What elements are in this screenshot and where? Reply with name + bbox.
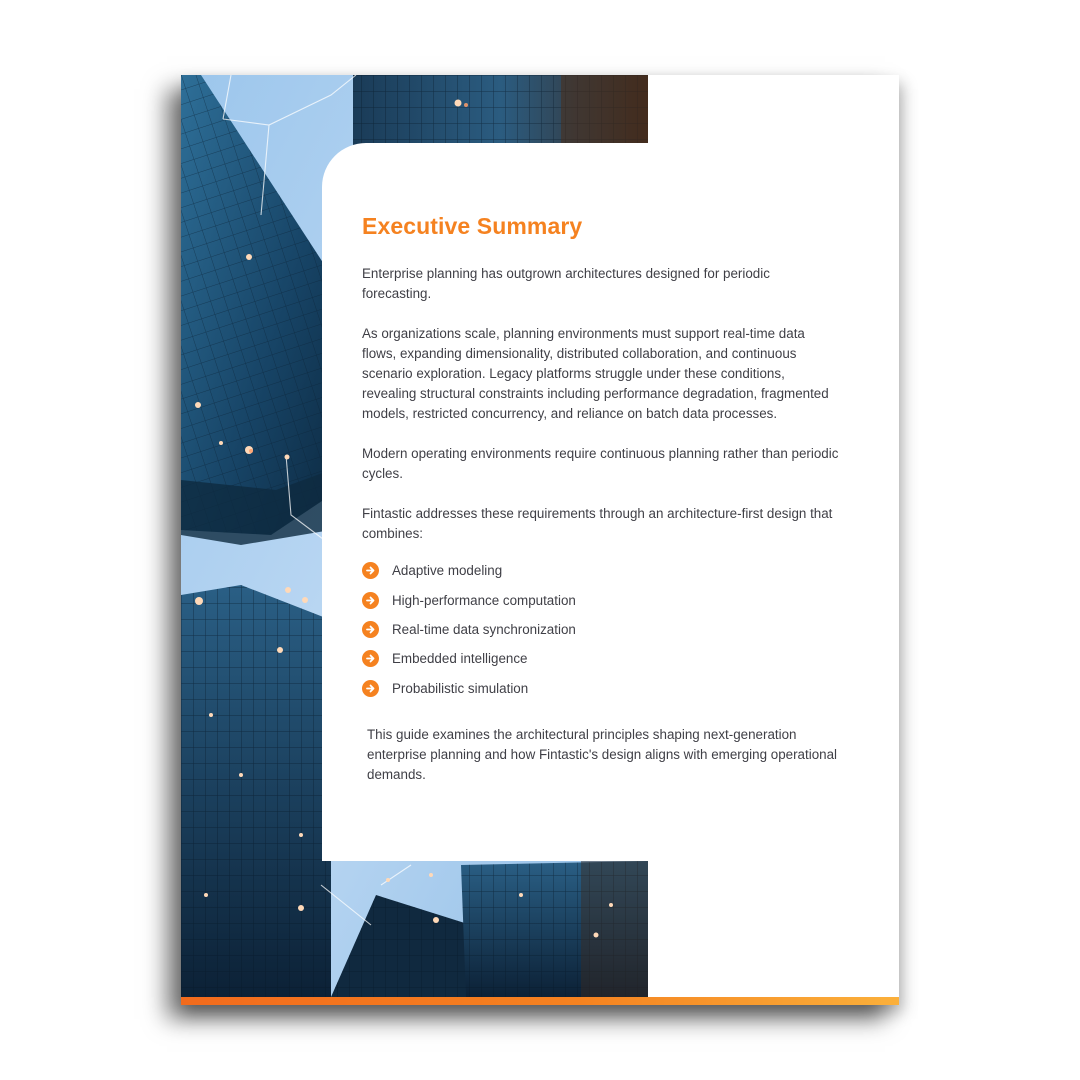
list-item [362,556,842,585]
document-page [181,75,899,1005]
page-title: Executive Summary [362,213,583,239]
arrow-right-circle-icon [362,680,379,697]
list-item [362,585,842,614]
capability-list [362,556,842,703]
list-item-label: Real-time data synchronization [392,621,576,637]
arrow-right-circle-icon [362,562,379,579]
arrow-right-circle-icon [362,592,379,609]
executive-summary-section [362,213,842,785]
list-item [362,615,842,644]
list-item [362,674,842,703]
paragraph-closing: This guide examines the architectural principles shaping next-generation enterprise planning and how Fintastic's design aligns with emerging operational demands. [367,726,838,782]
list-item-label: Embedded intelligence [392,651,528,667]
list-item-label: Probabilistic simulation [392,680,529,696]
list-item-label: High-performance computation [392,592,576,608]
list-item-label: Adaptive modeling [392,563,503,579]
paragraph-intro: Enterprise planning has outgrown architectures designed for periodic forecasting. [362,266,770,301]
paragraph-continuous: Modern operating environments require continuous planning rather than periodic cycles. [362,446,839,481]
paragraph-scale: As organizations scale, planning environments must support real-time data flows, expanding dimensionality, distributed collaboration, and continuous scenario exploration. Legacy platforms struggle under these conditions, revealing structural constraints including performance degradation, fragmented models, restricted concurrency, and reliance on batch data processes. [362,326,829,421]
accent-bar [181,997,899,1005]
paragraph-fintastic: Fintastic addresses these requirements through an architecture-first design that combines: [362,506,833,541]
list-item [362,644,842,673]
arrow-right-circle-icon [362,621,379,638]
arrow-right-circle-icon [362,650,379,667]
